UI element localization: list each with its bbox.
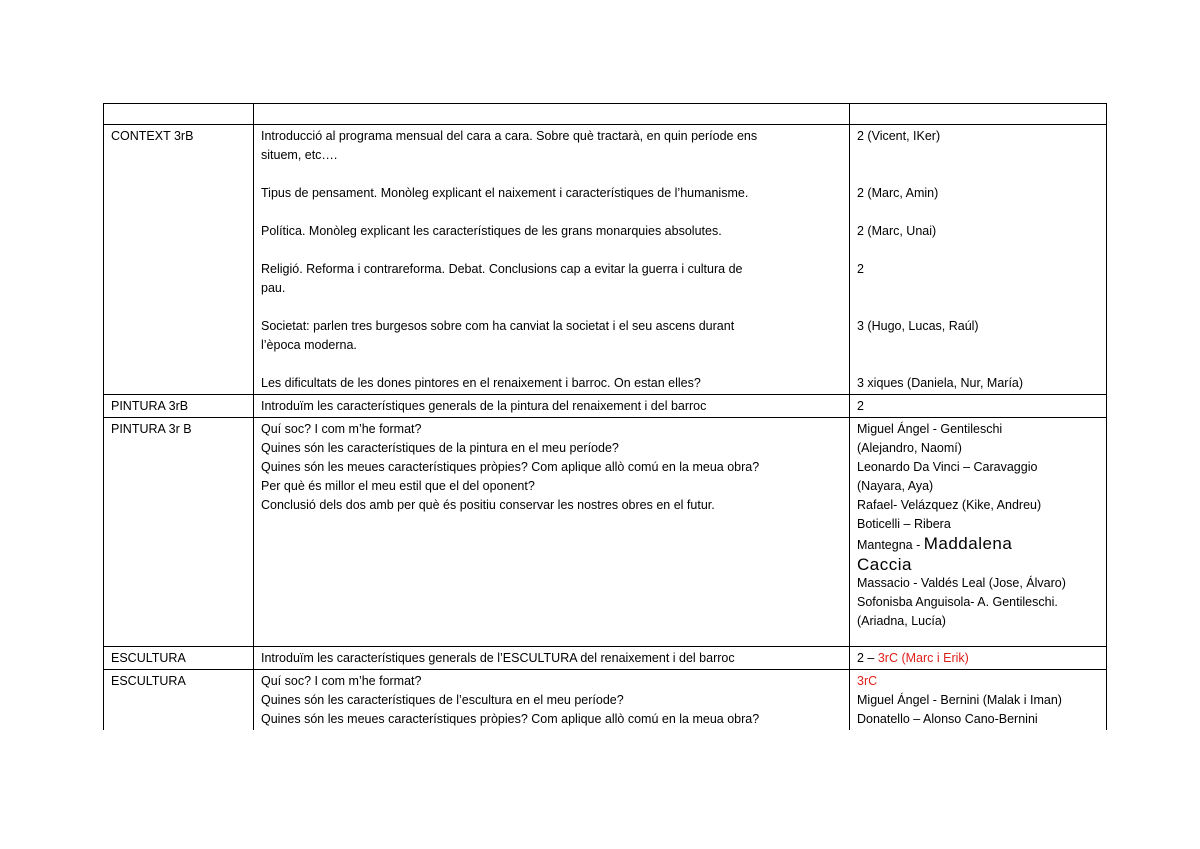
text-line: pau. [261, 281, 286, 295]
text-line: situem, etc…. [261, 148, 338, 162]
text-line: Societat: parlen tres burgesos sobre com ha canviat la societat i el seu ascens durant [261, 319, 735, 333]
activity-table [103, 103, 1107, 730]
row-description [254, 670, 850, 731]
participants-line: Miguel Ángel - Gentileschi [857, 422, 1003, 436]
participants-line [857, 534, 1099, 555]
participant-name: Mantegna - [857, 538, 924, 552]
text-line: Quines són les meues característiques pròpies? Com aplique allò comú en la meua obra? [261, 712, 760, 726]
text-line: Quines són les característiques de l’escultura en el meu període? [261, 693, 624, 707]
participants-line: 2 (Marc, Unai) [857, 224, 937, 238]
text-line: Quí soc? I com m’he format? [261, 674, 422, 688]
row-label: PINTURA 3rB [104, 395, 254, 418]
participants-line: (Alejandro, Naomí) [857, 441, 962, 455]
participants-line: Donatello – Alonso Cano-Bernini [857, 712, 1038, 726]
row-label: PINTURA 3r B [104, 418, 254, 647]
text-line: Quí soc? I com m’he format? [261, 422, 422, 436]
row-description [254, 125, 850, 395]
participants-line: 3 (Hugo, Lucas, Raúl) [857, 319, 979, 333]
participants-line: 2 (Marc, Amin) [857, 186, 939, 200]
text-line: Quines són les meues característiques pròpies? Com aplique allò comú en la meua obra? [261, 460, 760, 474]
table-row [104, 647, 1107, 670]
row-participants [850, 647, 1107, 670]
header-cell [104, 104, 254, 125]
table-header-row [104, 104, 1107, 125]
participants-highlight: 3rC (Marc i Erik) [877, 651, 969, 665]
row-participants: 2 [850, 395, 1107, 418]
text-line: Introducció al programa mensual del cara a cara. Sobre què tractarà, en quin període ens [261, 129, 758, 143]
row-participants [850, 125, 1107, 395]
participants-line: (Nayara, Aya) [857, 479, 934, 493]
participants-line: 2 (Vicent, IKer) [857, 129, 941, 143]
participants-prefix: 2 – [857, 651, 878, 665]
table-row [104, 125, 1107, 395]
text-line: Política. Monòleg explicant les característiques de les grans monarquies absolutes. [261, 224, 722, 238]
participants-line: Massacio - Valdés Leal (Jose, Álvaro) [857, 576, 1066, 590]
participants-line: 3 xiques (Daniela, Nur, María) [857, 376, 1024, 390]
row-description: Introduïm les característiques generals de la pintura del renaixement i del barroc [254, 395, 850, 418]
row-participants [850, 670, 1107, 731]
participants-line: Rafael- Velázquez (Kike, Andreu) [857, 498, 1042, 512]
row-label: CONTEXT 3rB [104, 125, 254, 395]
row-description [254, 418, 850, 647]
text-line: Les dificultats de les dones pintores en el renaixement i barroc. On estan elles? [261, 376, 701, 390]
participants-line: Boticelli – Ribera [857, 517, 951, 531]
header-cell [850, 104, 1107, 125]
table-row [104, 670, 1107, 731]
text-line: Religió. Reforma i contrareforma. Debat. Conclusions cap a evitar la guerra i cultura de [261, 262, 743, 276]
header-cell [254, 104, 850, 125]
group-label: 3rC [857, 674, 878, 688]
participant-name-large: Maddalena [923, 534, 1013, 553]
row-participants [850, 418, 1107, 647]
participants-line: (Ariadna, Lucía) [857, 614, 946, 628]
row-label: ESCULTURA [104, 670, 254, 731]
table-row [104, 395, 1107, 418]
participant-name-large: Caccia [857, 555, 912, 574]
text-line: Quines són les característiques de la pintura en el meu període? [261, 441, 619, 455]
text-line: Conclusió dels dos amb per què és positiu conservar les nostres obres en el futur. [261, 498, 715, 512]
row-label: ESCULTURA [104, 647, 254, 670]
table-row [104, 418, 1107, 647]
row-description: Introduïm les característiques generals de l’ESCULTURA del renaixement i del barroc [254, 647, 850, 670]
text-line: l’època moderna. [261, 338, 357, 352]
text-line: Per què és millor el meu estil que el del oponent? [261, 479, 535, 493]
participants-line: 2 [857, 262, 864, 276]
participants-line: Miguel Ángel - Bernini (Malak i Iman) [857, 693, 1062, 707]
text-line: Tipus de pensament. Monòleg explicant el naixement i característiques de l’humanisme. [261, 186, 749, 200]
participants-line: Sofonisba Anguisola- A. Gentileschi. [857, 595, 1058, 609]
participants-line: Leonardo Da Vinci – Caravaggio [857, 460, 1038, 474]
